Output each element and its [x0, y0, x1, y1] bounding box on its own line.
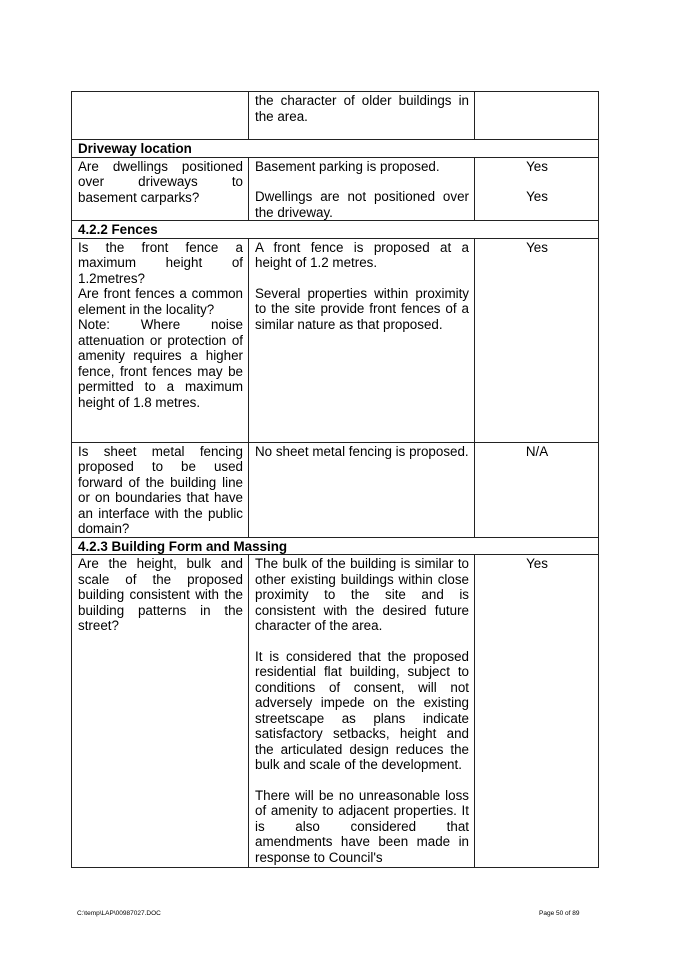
compliance-cell: [475, 238, 599, 442]
compliance-cell: [475, 157, 599, 221]
question-cell: [72, 157, 249, 221]
section-heading-row: [72, 221, 599, 239]
question-cell: [72, 442, 249, 537]
question-note: Note: Where noise attenuation or protection of amenity requires a higher fence, front fences may be permitted to a maximum height of 1.8 metres.: [78, 317, 243, 410]
comment-text: Dwellings are not positioned over the driveway.: [255, 189, 469, 220]
footer-file-path: C:\temp\LAP\00987027.DOC: [77, 910, 161, 917]
compliance-text: Yes: [526, 239, 548, 255]
comment-text: There will be no unreasonable loss of amenity to adjacent properties. It is also considered that amendments have been made in response to Council's: [255, 787, 469, 865]
question-text: Are the height, bulk and scale of the proposed building consistent with the building patterns in the street?: [78, 556, 243, 633]
comment-cell: [249, 238, 475, 442]
table-row: [72, 238, 599, 442]
comment-text: No sheet metal fencing is proposed.: [255, 443, 469, 459]
compliance-text: Yes: [526, 189, 548, 204]
section-heading: 4.2.2 Fences: [72, 221, 599, 239]
compliance-cell: [475, 442, 599, 537]
compliance-text: Yes: [526, 158, 548, 174]
section-heading-row: [72, 537, 599, 555]
comment-text: the character of older buildings in the area.: [255, 93, 469, 124]
compliance-text: N/A: [525, 443, 549, 459]
comment-text: Several properties within proximity to the site provide front fences of a similar nature as that proposed.: [255, 285, 469, 332]
footer-page-number: Page 50 of 89: [539, 910, 580, 917]
comment-cell: [249, 555, 475, 868]
table-row: [72, 157, 599, 221]
question-text: Are dwellings positioned over driveways to basement carparks?: [78, 158, 243, 205]
section-heading: Driveway location: [72, 140, 599, 158]
comment-text: It is considered that the proposed residential flat building, subject to conditions of consent, will not adversely impede on the existing streetscape as plans indicate satisfactory setbacks, height and the articulated design reduces the bulk and scale of the development.: [255, 648, 469, 772]
comment-text: A front fence is proposed at a height of 1.2 metres.: [255, 239, 469, 270]
comment-cell: [249, 157, 475, 221]
section-heading: 4.2.3 Building Form and Massing: [72, 537, 599, 555]
comment-text: Basement parking is proposed.: [255, 158, 440, 174]
comment-cell: [249, 442, 475, 537]
comment-cell: [249, 92, 475, 140]
table-row: [72, 92, 599, 140]
question-cell: [72, 555, 249, 868]
question-cell: [72, 92, 249, 140]
compliance-cell: [475, 555, 599, 868]
section-heading-row: [72, 140, 599, 158]
compliance-cell: [475, 92, 599, 140]
assessment-table: [71, 91, 599, 868]
question-text: Is the front fence a maximum height of 1.2metres?: [78, 239, 243, 286]
comment-text: The bulk of the building is similar to other existing buildings within close proximity to the site and is consistent with the desired future character of the area.: [255, 556, 469, 633]
table-row: [72, 555, 599, 868]
question-text: Is sheet metal fencing proposed to be used forward of the building line or on boundaries that have an interface with the public domain?: [78, 443, 243, 536]
compliance-text: Yes: [526, 556, 548, 571]
question-cell: [72, 238, 249, 442]
question-text: Are front fences a common element in the locality?: [78, 286, 243, 317]
table-row: [72, 442, 599, 537]
